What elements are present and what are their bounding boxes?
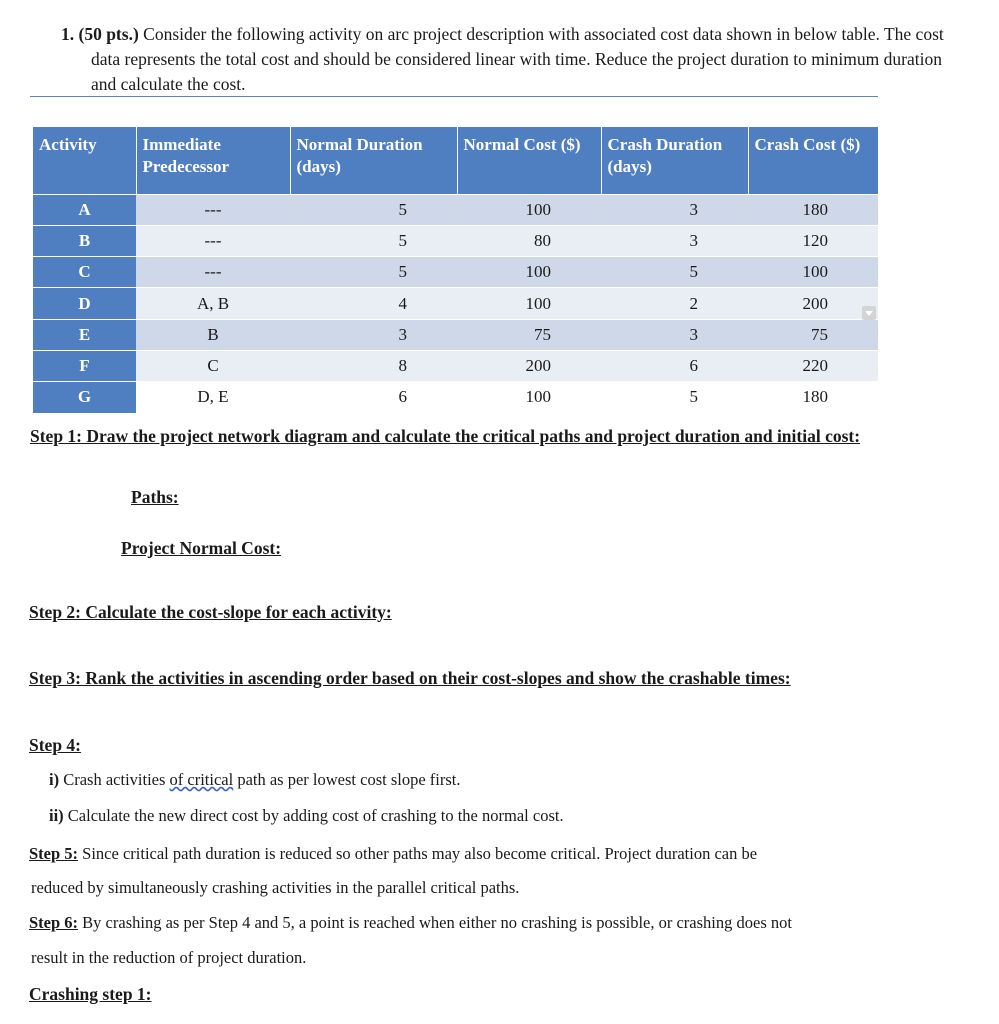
header-normal-cost: Normal Cost ($)	[457, 127, 601, 194]
step-5-text-1: Since critical path duration is reduced so other paths may also become critical. Project duration can be	[82, 844, 758, 863]
cell-crash-duration: 3	[601, 319, 748, 350]
step-5-label: Step 5:	[29, 844, 79, 863]
cell-normal-cost: 75	[457, 319, 601, 350]
cell-crash-cost: 120	[748, 225, 878, 256]
cell-activity: D	[33, 288, 136, 319]
dropdown-arrow-icon[interactable]	[862, 306, 876, 320]
header-crash-cost: Crash Cost ($)	[748, 127, 878, 194]
table-row	[33, 319, 878, 350]
table-row	[33, 257, 878, 288]
step-3-heading: Step 3: Rank the activities in ascending order based on their cost-slopes and show the crashable times:	[29, 668, 791, 688]
step-4-item-ii	[49, 806, 564, 826]
cell-crash-duration: 2	[601, 288, 748, 319]
cell-crash-cost: 180	[748, 382, 878, 413]
table-row	[33, 382, 878, 413]
table-header	[33, 127, 878, 194]
cell-activity: C	[33, 257, 136, 288]
step-4-i-text-wavy: of critical	[169, 770, 234, 789]
cell-normal-cost: 200	[457, 350, 601, 381]
step-4-ii-number: ii)	[49, 806, 64, 825]
cell-crash-duration: 5	[601, 382, 748, 413]
cell-predecessor: ---	[136, 194, 290, 225]
step-5-line-2: reduced by simultaneously crashing activities in the parallel critical paths.	[31, 878, 520, 897]
crashing-step-1-heading: Crashing step 1:	[29, 984, 152, 1004]
cell-crash-cost: 100	[748, 257, 878, 288]
step-4-i-text-pre: Crash activities	[63, 770, 170, 789]
step-4-item-i	[49, 770, 461, 790]
cell-normal-duration: 5	[290, 194, 457, 225]
step-6-line-2: result in the reduction of project duration.	[31, 948, 307, 967]
cell-activity: A	[33, 194, 136, 225]
cell-normal-duration: 5	[290, 225, 457, 256]
step-6-line-1	[29, 913, 792, 933]
activity-table	[33, 127, 879, 413]
cell-predecessor: B	[136, 319, 290, 350]
cell-activity: B	[33, 225, 136, 256]
header-crash-duration: Crash Duration (days)	[601, 127, 748, 194]
header-activity: Activity	[33, 127, 136, 194]
cell-normal-duration: 3	[290, 319, 457, 350]
cell-predecessor: ---	[136, 257, 290, 288]
question-body: Consider the following activity on arc project description with associated cost data shown in below table. The cost data represents the total cost and should be considered linear with time. Reduce the project duration to minimum duration and calculate the cost.	[91, 24, 944, 94]
question-text	[61, 22, 966, 97]
header-normal-duration: Normal Duration (days)	[290, 127, 457, 194]
cell-normal-cost: 100	[457, 382, 601, 413]
cell-activity: G	[33, 382, 136, 413]
cell-predecessor: ---	[136, 225, 290, 256]
table-row	[33, 350, 878, 381]
cell-crash-duration: 3	[601, 225, 748, 256]
question-number: 1.	[61, 24, 75, 44]
cell-activity: F	[33, 350, 136, 381]
cell-crash-duration: 5	[601, 257, 748, 288]
step-4-heading: Step 4:	[29, 735, 82, 755]
step-1-heading: Step 1: Draw the project network diagram and calculate the critical paths and project duration and initial cost:	[30, 426, 861, 446]
cell-crash-cost: 75	[748, 319, 878, 350]
step-6-text-1: By crashing as per Step 4 and 5, a point is reached when either no crashing is possible, or crashing does not	[82, 913, 792, 932]
step-4-i-number: i)	[49, 770, 60, 789]
cell-normal-cost: 80	[457, 225, 601, 256]
cell-activity: E	[33, 319, 136, 350]
cell-normal-duration: 4	[290, 288, 457, 319]
cell-predecessor: D, E	[136, 382, 290, 413]
cell-crash-duration: 3	[601, 194, 748, 225]
cell-crash-cost[interactable]: 200	[748, 288, 878, 319]
step-2-heading: Step 2: Calculate the cost-slope for each activity:	[29, 602, 392, 622]
cell-normal-cost: 100	[457, 288, 601, 319]
table-row	[33, 288, 878, 319]
step-4-ii-text: Calculate the new direct cost by adding cost of crashing to the normal cost.	[67, 806, 564, 825]
step-4-i-text-post: path as per lowest cost slope first.	[233, 770, 461, 789]
cell-normal-duration: 5	[290, 257, 457, 288]
cell-crash-cost: 180	[748, 194, 878, 225]
header-predecessor: Immediate Predecessor	[136, 127, 290, 194]
cell-crash-duration: 6	[601, 350, 748, 381]
paths-label: Paths:	[131, 487, 179, 507]
cell-normal-cost: 100	[457, 257, 601, 288]
divider-line	[30, 96, 878, 97]
table-row	[33, 225, 878, 256]
project-normal-cost-label: Project Normal Cost:	[121, 538, 282, 558]
cell-predecessor: C	[136, 350, 290, 381]
question-points: (50 pts.)	[78, 24, 139, 44]
step-5-line-1	[29, 844, 757, 864]
cell-predecessor: A, B	[136, 288, 290, 319]
step-6-label: Step 6:	[29, 913, 79, 932]
cell-normal-duration: 8	[290, 350, 457, 381]
cell-normal-cost: 100	[457, 194, 601, 225]
cell-crash-cost: 220	[748, 350, 878, 381]
table-row	[33, 194, 878, 225]
cell-normal-duration: 6	[290, 382, 457, 413]
